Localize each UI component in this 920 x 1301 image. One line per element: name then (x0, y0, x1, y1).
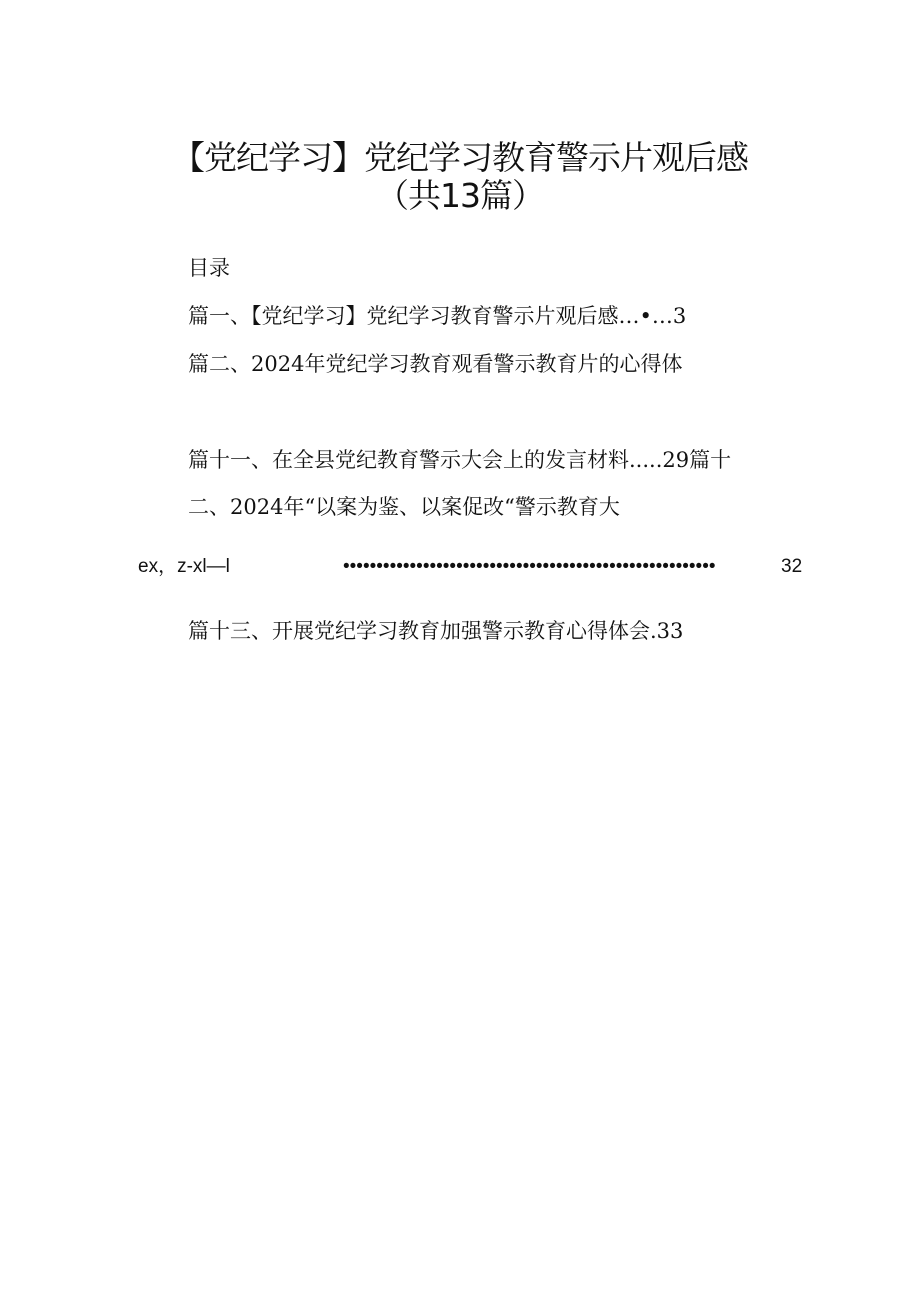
toc-entry: 二、2024年“以案为鉴、以案促改“警示教育大 (188, 495, 620, 519)
toc-entry-fragment: ex，z-xl—l (138, 556, 230, 577)
document-subtitle: （共13篇） (376, 176, 544, 215)
toc-heading: 目录 (188, 256, 230, 280)
toc-leader-dots: •••••••••••••••••••••••••••••••••••••••••••••••••••••••• (343, 556, 716, 577)
document-title: 【党纪学习】党纪学习教育警示片观后感 (172, 138, 748, 177)
toc-page-number: 32 (781, 556, 803, 577)
toc-entry: 篇一、【党纪学习】党纪学习教育警示片观后感…•…3 (188, 304, 687, 328)
toc-entry: 篇二、2024年党纪学习教育观看警示教育片的心得体 (188, 352, 683, 376)
toc-entry: 篇十三、开展党纪学习教育加强警示教育心得体会.33 (188, 619, 684, 643)
toc-entry: 篇十一、在全县党纪教育警示大会上的发言材料.....29篇十 (188, 448, 732, 472)
